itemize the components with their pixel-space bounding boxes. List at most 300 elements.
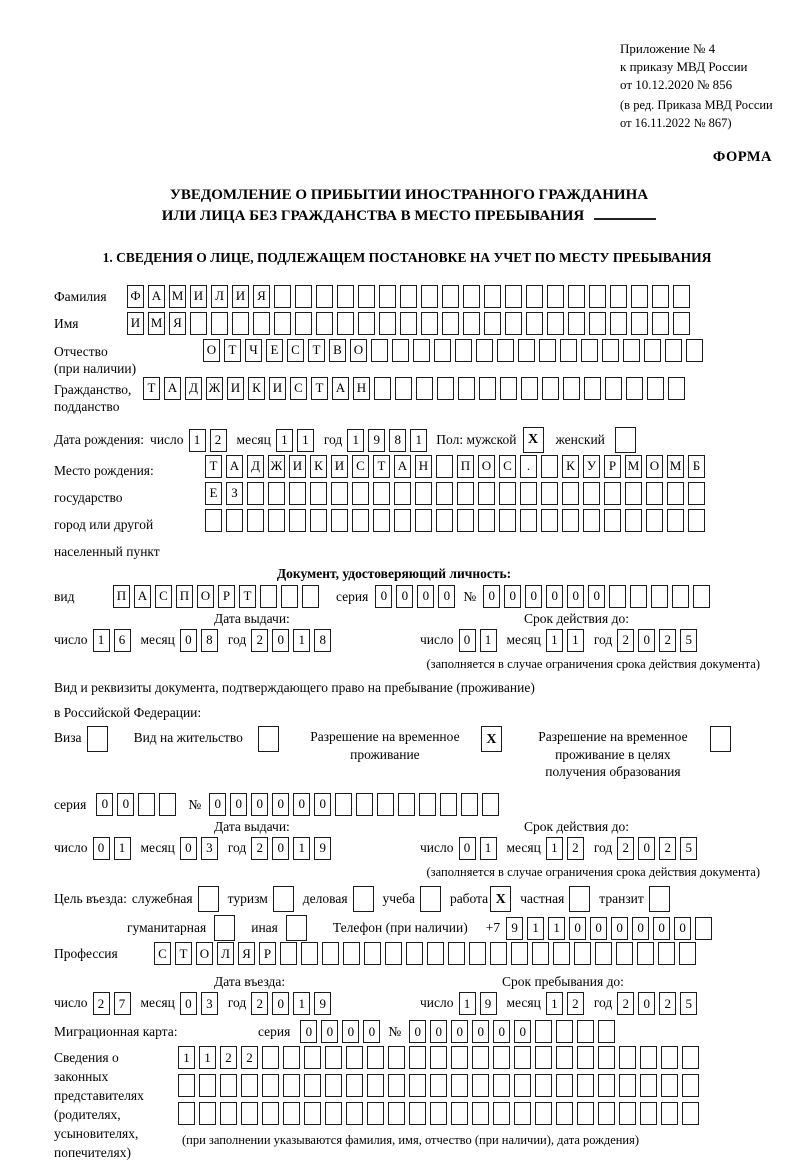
char-cell[interactable]: 0 bbox=[93, 837, 110, 860]
char-cell[interactable]: О bbox=[203, 339, 220, 362]
char-cell[interactable]: 7 bbox=[114, 992, 131, 1015]
char-cell[interactable] bbox=[325, 1074, 342, 1097]
char-cell[interactable] bbox=[526, 285, 543, 308]
char-cell[interactable]: С bbox=[499, 455, 516, 478]
char-cell[interactable]: Ж bbox=[268, 455, 285, 478]
char-cell[interactable]: У bbox=[583, 455, 600, 478]
char-cell[interactable] bbox=[289, 482, 306, 505]
char-cell[interactable]: Я bbox=[238, 942, 255, 965]
char-cell[interactable]: 1 bbox=[527, 917, 544, 940]
char-cell[interactable] bbox=[637, 942, 654, 965]
char-cell[interactable] bbox=[560, 339, 577, 362]
char-cell[interactable]: З bbox=[226, 482, 243, 505]
char-cell[interactable] bbox=[400, 285, 417, 308]
char-cell[interactable] bbox=[394, 482, 411, 505]
char-cell[interactable]: 0 bbox=[321, 1020, 338, 1043]
char-cell[interactable] bbox=[409, 1074, 426, 1097]
char-cell[interactable]: С bbox=[352, 455, 369, 478]
char-cell[interactable] bbox=[199, 1102, 216, 1125]
char-cell[interactable]: 2 bbox=[659, 629, 676, 652]
char-cell[interactable] bbox=[211, 312, 228, 335]
char-cell[interactable] bbox=[335, 793, 352, 816]
char-cell[interactable] bbox=[472, 1046, 489, 1069]
char-cell[interactable] bbox=[274, 312, 291, 335]
char-cell[interactable] bbox=[262, 1102, 279, 1125]
char-cell[interactable] bbox=[505, 312, 522, 335]
char-cell[interactable] bbox=[526, 312, 543, 335]
char-cell[interactable]: Т bbox=[373, 455, 390, 478]
char-cell[interactable]: О bbox=[646, 455, 663, 478]
char-cell[interactable] bbox=[337, 312, 354, 335]
char-cell[interactable]: 0 bbox=[117, 793, 134, 816]
char-cell[interactable]: 1 bbox=[480, 837, 497, 860]
char-cell[interactable] bbox=[568, 285, 585, 308]
char-cell[interactable] bbox=[419, 793, 436, 816]
char-cell[interactable] bbox=[589, 285, 606, 308]
char-cell[interactable]: 0 bbox=[638, 629, 655, 652]
char-cell[interactable] bbox=[337, 285, 354, 308]
char-cell[interactable]: К bbox=[562, 455, 579, 478]
char-cell[interactable]: 0 bbox=[409, 1020, 426, 1043]
char-cell[interactable] bbox=[539, 339, 556, 362]
char-cell[interactable] bbox=[448, 942, 465, 965]
char-cell[interactable]: Я bbox=[253, 285, 270, 308]
char-cell[interactable] bbox=[535, 1046, 552, 1069]
char-cell[interactable]: 0 bbox=[300, 1020, 317, 1043]
temp-residence-checkbox[interactable]: X bbox=[481, 726, 502, 752]
char-cell[interactable]: 0 bbox=[459, 837, 476, 860]
char-cell[interactable]: Т bbox=[205, 455, 222, 478]
char-cell[interactable] bbox=[619, 1074, 636, 1097]
char-cell[interactable]: 0 bbox=[293, 793, 310, 816]
char-cell[interactable] bbox=[542, 377, 559, 400]
char-cell[interactable]: П bbox=[113, 585, 130, 608]
char-cell[interactable]: И bbox=[289, 455, 306, 478]
char-cell[interactable] bbox=[478, 509, 495, 532]
char-cell[interactable] bbox=[463, 285, 480, 308]
char-cell[interactable] bbox=[541, 455, 558, 478]
char-cell[interactable] bbox=[625, 482, 642, 505]
char-cell[interactable]: Ч bbox=[245, 339, 262, 362]
char-cell[interactable]: 0 bbox=[590, 917, 607, 940]
char-cell[interactable] bbox=[609, 585, 626, 608]
char-cell[interactable] bbox=[199, 1074, 216, 1097]
char-cell[interactable] bbox=[610, 285, 627, 308]
char-cell[interactable] bbox=[535, 1074, 552, 1097]
char-cell[interactable] bbox=[409, 1102, 426, 1125]
char-cell[interactable]: М bbox=[169, 285, 186, 308]
char-cell[interactable] bbox=[574, 942, 591, 965]
sex-male-checkbox[interactable]: X bbox=[523, 427, 544, 453]
char-cell[interactable]: Т bbox=[308, 339, 325, 362]
char-cell[interactable]: 8 bbox=[201, 629, 218, 652]
char-cell[interactable] bbox=[430, 1102, 447, 1125]
char-cell[interactable]: 1 bbox=[93, 629, 110, 652]
char-cell[interactable] bbox=[651, 585, 668, 608]
char-cell[interactable]: Л bbox=[217, 942, 234, 965]
char-cell[interactable] bbox=[682, 1046, 699, 1069]
char-cell[interactable] bbox=[625, 509, 642, 532]
char-cell[interactable]: 9 bbox=[480, 992, 497, 1015]
char-cell[interactable]: 2 bbox=[210, 429, 227, 452]
char-cell[interactable]: 0 bbox=[209, 793, 226, 816]
char-cell[interactable] bbox=[388, 1102, 405, 1125]
char-cell[interactable] bbox=[514, 1046, 531, 1069]
char-cell[interactable]: А bbox=[226, 455, 243, 478]
char-cell[interactable] bbox=[346, 1102, 363, 1125]
char-cell[interactable] bbox=[688, 509, 705, 532]
char-cell[interactable] bbox=[352, 509, 369, 532]
char-cell[interactable]: 1 bbox=[546, 629, 563, 652]
char-cell[interactable]: И bbox=[227, 377, 244, 400]
char-cell[interactable] bbox=[274, 285, 291, 308]
char-cell[interactable] bbox=[178, 1074, 195, 1097]
char-cell[interactable] bbox=[280, 942, 297, 965]
purpose-humanitarian-checkbox[interactable] bbox=[214, 915, 235, 941]
char-cell[interactable]: 9 bbox=[368, 429, 385, 452]
char-cell[interactable] bbox=[482, 793, 499, 816]
char-cell[interactable]: А bbox=[394, 455, 411, 478]
char-cell[interactable]: 5 bbox=[680, 992, 697, 1015]
char-cell[interactable] bbox=[331, 509, 348, 532]
char-cell[interactable]: 3 bbox=[201, 837, 218, 860]
char-cell[interactable]: М bbox=[148, 312, 165, 335]
char-cell[interactable] bbox=[547, 285, 564, 308]
char-cell[interactable]: 0 bbox=[459, 629, 476, 652]
char-cell[interactable]: 0 bbox=[396, 585, 413, 608]
char-cell[interactable] bbox=[322, 942, 339, 965]
char-cell[interactable] bbox=[457, 482, 474, 505]
char-cell[interactable] bbox=[241, 1074, 258, 1097]
char-cell[interactable] bbox=[364, 942, 381, 965]
char-cell[interactable]: 9 bbox=[506, 917, 523, 940]
char-cell[interactable]: 0 bbox=[180, 992, 197, 1015]
char-cell[interactable] bbox=[472, 1074, 489, 1097]
char-cell[interactable] bbox=[442, 285, 459, 308]
char-cell[interactable] bbox=[283, 1046, 300, 1069]
purpose-other-checkbox[interactable] bbox=[286, 915, 307, 941]
char-cell[interactable] bbox=[241, 1102, 258, 1125]
char-cell[interactable]: 9 bbox=[314, 837, 331, 860]
char-cell[interactable] bbox=[646, 482, 663, 505]
char-cell[interactable] bbox=[568, 312, 585, 335]
char-cell[interactable] bbox=[556, 1046, 573, 1069]
char-cell[interactable]: 0 bbox=[272, 629, 289, 652]
char-cell[interactable] bbox=[461, 793, 478, 816]
char-cell[interactable]: 1 bbox=[293, 629, 310, 652]
char-cell[interactable]: 0 bbox=[632, 917, 649, 940]
char-cell[interactable] bbox=[457, 509, 474, 532]
char-cell[interactable] bbox=[262, 1046, 279, 1069]
char-cell[interactable] bbox=[253, 312, 270, 335]
temp-residence-education-checkbox[interactable] bbox=[710, 726, 731, 752]
char-cell[interactable] bbox=[514, 1074, 531, 1097]
char-cell[interactable]: 2 bbox=[220, 1046, 237, 1069]
char-cell[interactable]: 0 bbox=[483, 585, 500, 608]
char-cell[interactable] bbox=[455, 339, 472, 362]
char-cell[interactable] bbox=[535, 1020, 552, 1043]
char-cell[interactable]: Ж bbox=[206, 377, 223, 400]
char-cell[interactable]: 0 bbox=[272, 793, 289, 816]
char-cell[interactable] bbox=[631, 285, 648, 308]
char-cell[interactable] bbox=[562, 509, 579, 532]
char-cell[interactable]: 0 bbox=[588, 585, 605, 608]
char-cell[interactable]: 6 bbox=[114, 629, 131, 652]
char-cell[interactable]: Р bbox=[604, 455, 621, 478]
char-cell[interactable]: 0 bbox=[375, 585, 392, 608]
char-cell[interactable] bbox=[532, 942, 549, 965]
char-cell[interactable] bbox=[695, 917, 712, 940]
char-cell[interactable]: И bbox=[331, 455, 348, 478]
char-cell[interactable] bbox=[367, 1074, 384, 1097]
char-cell[interactable] bbox=[646, 509, 663, 532]
char-cell[interactable]: 0 bbox=[363, 1020, 380, 1043]
char-cell[interactable] bbox=[682, 1102, 699, 1125]
char-cell[interactable] bbox=[358, 312, 375, 335]
char-cell[interactable]: А bbox=[164, 377, 181, 400]
char-cell[interactable]: С bbox=[290, 377, 307, 400]
char-cell[interactable]: Д bbox=[185, 377, 202, 400]
char-cell[interactable]: 2 bbox=[617, 629, 634, 652]
char-cell[interactable] bbox=[379, 285, 396, 308]
char-cell[interactable] bbox=[631, 312, 648, 335]
char-cell[interactable] bbox=[316, 285, 333, 308]
char-cell[interactable]: Р bbox=[259, 942, 276, 965]
char-cell[interactable] bbox=[283, 1102, 300, 1125]
char-cell[interactable] bbox=[493, 1074, 510, 1097]
char-cell[interactable] bbox=[421, 285, 438, 308]
char-cell[interactable]: 1 bbox=[567, 629, 584, 652]
char-cell[interactable] bbox=[598, 1020, 615, 1043]
char-cell[interactable] bbox=[310, 509, 327, 532]
char-cell[interactable] bbox=[577, 1020, 594, 1043]
char-cell[interactable] bbox=[616, 942, 633, 965]
char-cell[interactable]: 0 bbox=[514, 1020, 531, 1043]
char-cell[interactable]: . bbox=[520, 455, 537, 478]
char-cell[interactable]: 9 bbox=[314, 992, 331, 1015]
char-cell[interactable] bbox=[415, 482, 432, 505]
char-cell[interactable] bbox=[437, 377, 454, 400]
char-cell[interactable] bbox=[490, 942, 507, 965]
char-cell[interactable] bbox=[553, 942, 570, 965]
char-cell[interactable] bbox=[301, 942, 318, 965]
char-cell[interactable]: 2 bbox=[93, 992, 110, 1015]
char-cell[interactable] bbox=[581, 339, 598, 362]
char-cell[interactable] bbox=[673, 285, 690, 308]
char-cell[interactable] bbox=[343, 942, 360, 965]
char-cell[interactable] bbox=[661, 1102, 678, 1125]
char-cell[interactable]: 3 bbox=[201, 992, 218, 1015]
char-cell[interactable] bbox=[668, 377, 685, 400]
char-cell[interactable]: П bbox=[176, 585, 193, 608]
char-cell[interactable]: 0 bbox=[451, 1020, 468, 1043]
char-cell[interactable]: 2 bbox=[567, 837, 584, 860]
char-cell[interactable]: 1 bbox=[459, 992, 476, 1015]
char-cell[interactable] bbox=[584, 377, 601, 400]
char-cell[interactable] bbox=[511, 942, 528, 965]
char-cell[interactable] bbox=[497, 339, 514, 362]
char-cell[interactable]: Р bbox=[218, 585, 235, 608]
char-cell[interactable] bbox=[623, 339, 640, 362]
char-cell[interactable]: 0 bbox=[430, 1020, 447, 1043]
char-cell[interactable] bbox=[682, 1074, 699, 1097]
char-cell[interactable] bbox=[505, 285, 522, 308]
char-cell[interactable] bbox=[367, 1046, 384, 1069]
char-cell[interactable]: 2 bbox=[241, 1046, 258, 1069]
char-cell[interactable] bbox=[521, 377, 538, 400]
char-cell[interactable] bbox=[693, 585, 710, 608]
char-cell[interactable] bbox=[661, 1046, 678, 1069]
char-cell[interactable]: 2 bbox=[617, 992, 634, 1015]
char-cell[interactable] bbox=[400, 312, 417, 335]
char-cell[interactable] bbox=[304, 1074, 321, 1097]
char-cell[interactable] bbox=[421, 312, 438, 335]
char-cell[interactable] bbox=[436, 455, 453, 478]
char-cell[interactable]: 0 bbox=[438, 585, 455, 608]
purpose-transit-checkbox[interactable] bbox=[649, 886, 670, 912]
char-cell[interactable] bbox=[667, 509, 684, 532]
char-cell[interactable] bbox=[247, 509, 264, 532]
char-cell[interactable]: 0 bbox=[611, 917, 628, 940]
char-cell[interactable] bbox=[469, 942, 486, 965]
char-cell[interactable]: С bbox=[155, 585, 172, 608]
char-cell[interactable]: 1 bbox=[178, 1046, 195, 1069]
char-cell[interactable]: О bbox=[196, 942, 213, 965]
char-cell[interactable] bbox=[479, 377, 496, 400]
char-cell[interactable]: 0 bbox=[653, 917, 670, 940]
char-cell[interactable] bbox=[688, 482, 705, 505]
char-cell[interactable]: Е bbox=[266, 339, 283, 362]
char-cell[interactable] bbox=[563, 377, 580, 400]
char-cell[interactable] bbox=[371, 339, 388, 362]
char-cell[interactable] bbox=[232, 312, 249, 335]
char-cell[interactable] bbox=[535, 1102, 552, 1125]
char-cell[interactable] bbox=[458, 377, 475, 400]
sex-female-checkbox[interactable] bbox=[615, 427, 636, 453]
char-cell[interactable] bbox=[352, 482, 369, 505]
char-cell[interactable]: К bbox=[310, 455, 327, 478]
char-cell[interactable] bbox=[652, 312, 669, 335]
char-cell[interactable] bbox=[484, 285, 501, 308]
char-cell[interactable] bbox=[331, 482, 348, 505]
char-cell[interactable] bbox=[500, 377, 517, 400]
char-cell[interactable]: Н bbox=[415, 455, 432, 478]
char-cell[interactable] bbox=[595, 942, 612, 965]
char-cell[interactable] bbox=[583, 482, 600, 505]
char-cell[interactable]: 1 bbox=[410, 429, 427, 452]
char-cell[interactable] bbox=[281, 585, 298, 608]
char-cell[interactable]: 0 bbox=[417, 585, 434, 608]
char-cell[interactable] bbox=[556, 1020, 573, 1043]
char-cell[interactable]: 1 bbox=[199, 1046, 216, 1069]
char-cell[interactable]: К bbox=[248, 377, 265, 400]
char-cell[interactable]: В bbox=[329, 339, 346, 362]
char-cell[interactable] bbox=[262, 1074, 279, 1097]
char-cell[interactable]: 1 bbox=[347, 429, 364, 452]
char-cell[interactable]: 0 bbox=[525, 585, 542, 608]
char-cell[interactable] bbox=[556, 1102, 573, 1125]
residence-permit-checkbox[interactable] bbox=[258, 726, 279, 752]
char-cell[interactable] bbox=[472, 1102, 489, 1125]
char-cell[interactable]: 0 bbox=[314, 793, 331, 816]
char-cell[interactable]: 2 bbox=[617, 837, 634, 860]
char-cell[interactable]: 1 bbox=[480, 629, 497, 652]
char-cell[interactable] bbox=[520, 509, 537, 532]
char-cell[interactable] bbox=[373, 509, 390, 532]
purpose-work-checkbox[interactable]: X bbox=[490, 886, 511, 912]
char-cell[interactable] bbox=[493, 1046, 510, 1069]
char-cell[interactable]: 0 bbox=[251, 793, 268, 816]
char-cell[interactable] bbox=[385, 942, 402, 965]
char-cell[interactable] bbox=[514, 1102, 531, 1125]
char-cell[interactable] bbox=[413, 339, 430, 362]
purpose-study-checkbox[interactable] bbox=[420, 886, 441, 912]
char-cell[interactable] bbox=[602, 339, 619, 362]
char-cell[interactable]: Т bbox=[175, 942, 192, 965]
char-cell[interactable] bbox=[679, 942, 696, 965]
char-cell[interactable]: 1 bbox=[276, 429, 293, 452]
char-cell[interactable] bbox=[442, 312, 459, 335]
purpose-business-checkbox[interactable] bbox=[353, 886, 374, 912]
char-cell[interactable] bbox=[268, 509, 285, 532]
char-cell[interactable] bbox=[484, 312, 501, 335]
char-cell[interactable]: А bbox=[134, 585, 151, 608]
char-cell[interactable] bbox=[178, 1102, 195, 1125]
char-cell[interactable] bbox=[493, 1102, 510, 1125]
char-cell[interactable] bbox=[476, 339, 493, 362]
char-cell[interactable] bbox=[190, 312, 207, 335]
char-cell[interactable] bbox=[583, 509, 600, 532]
char-cell[interactable]: Л bbox=[211, 285, 228, 308]
char-cell[interactable] bbox=[556, 1074, 573, 1097]
char-cell[interactable] bbox=[374, 377, 391, 400]
char-cell[interactable] bbox=[665, 339, 682, 362]
char-cell[interactable] bbox=[220, 1074, 237, 1097]
char-cell[interactable]: 2 bbox=[659, 992, 676, 1015]
char-cell[interactable]: А bbox=[332, 377, 349, 400]
char-cell[interactable] bbox=[283, 1074, 300, 1097]
char-cell[interactable] bbox=[463, 312, 480, 335]
purpose-official-checkbox[interactable] bbox=[198, 886, 219, 912]
char-cell[interactable] bbox=[598, 1046, 615, 1069]
char-cell[interactable] bbox=[673, 312, 690, 335]
char-cell[interactable]: 5 bbox=[680, 837, 697, 860]
char-cell[interactable] bbox=[395, 377, 412, 400]
char-cell[interactable]: 2 bbox=[251, 629, 268, 652]
char-cell[interactable]: 1 bbox=[114, 837, 131, 860]
char-cell[interactable] bbox=[598, 1074, 615, 1097]
char-cell[interactable] bbox=[416, 377, 433, 400]
char-cell[interactable]: Я bbox=[169, 312, 186, 335]
char-cell[interactable] bbox=[325, 1046, 342, 1069]
char-cell[interactable] bbox=[304, 1102, 321, 1125]
char-cell[interactable] bbox=[415, 509, 432, 532]
char-cell[interactable]: И bbox=[269, 377, 286, 400]
char-cell[interactable]: 0 bbox=[180, 629, 197, 652]
char-cell[interactable] bbox=[427, 942, 444, 965]
char-cell[interactable]: 8 bbox=[314, 629, 331, 652]
char-cell[interactable]: 0 bbox=[493, 1020, 510, 1043]
char-cell[interactable] bbox=[406, 942, 423, 965]
char-cell[interactable]: 0 bbox=[638, 992, 655, 1015]
char-cell[interactable] bbox=[562, 482, 579, 505]
char-cell[interactable] bbox=[367, 1102, 384, 1125]
char-cell[interactable] bbox=[451, 1046, 468, 1069]
char-cell[interactable] bbox=[392, 339, 409, 362]
char-cell[interactable]: 5 bbox=[680, 629, 697, 652]
char-cell[interactable] bbox=[436, 482, 453, 505]
char-cell[interactable] bbox=[541, 509, 558, 532]
